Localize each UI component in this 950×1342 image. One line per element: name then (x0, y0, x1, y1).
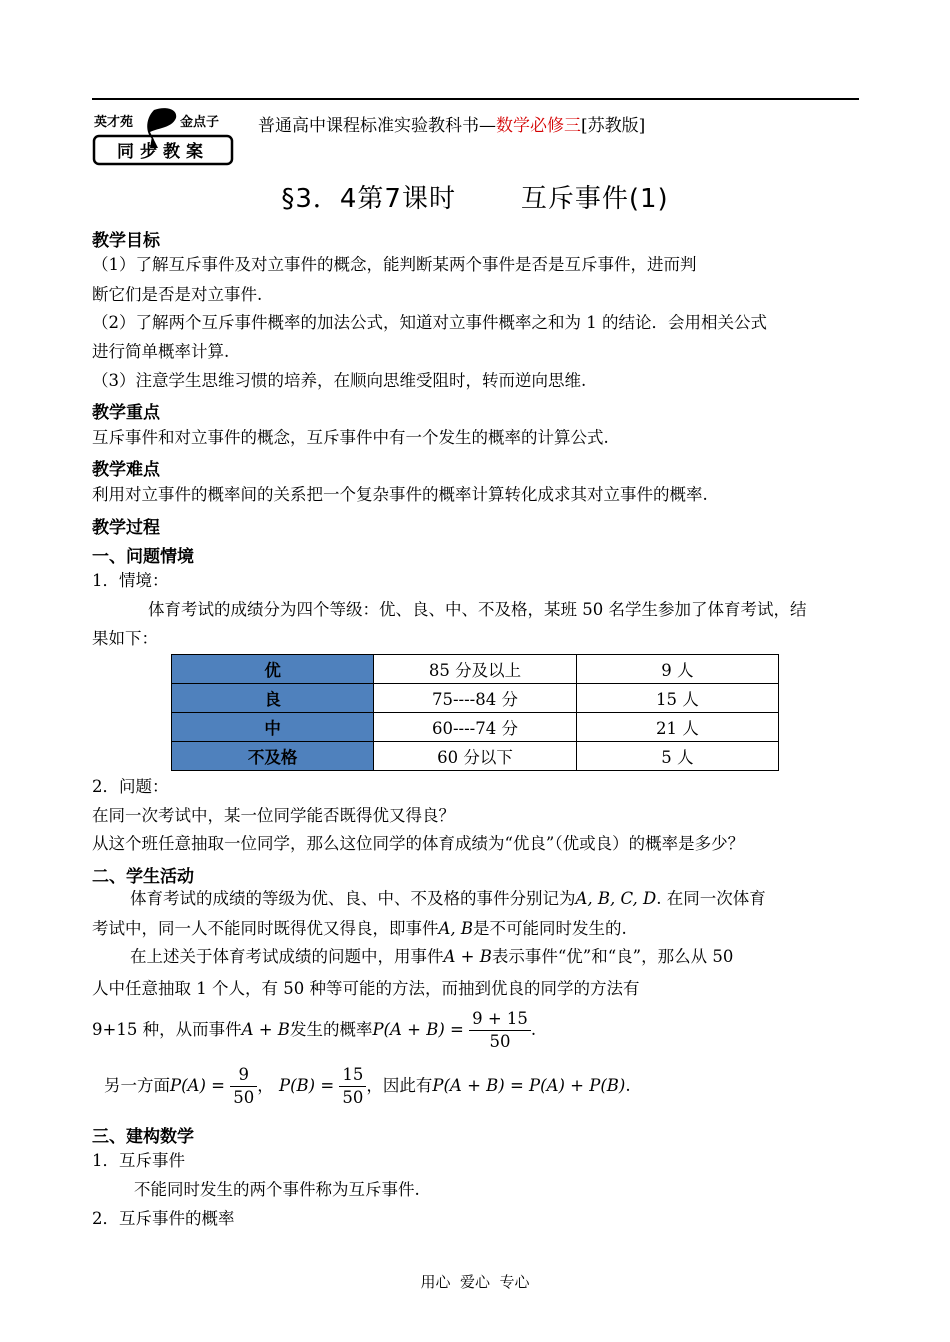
logo-text-right: 金点子 (180, 115, 220, 130)
def1-label: 1．互斥事件 (92, 1151, 185, 1170)
range-cell: 60 分以下 (374, 742, 576, 771)
page-title: §3．4第7课时 互斥事件(1) (281, 184, 669, 214)
goal3: （3）注意学生思维习惯的培养，在顺向思维受阻时，转而逆向思维. (92, 371, 587, 390)
count-cell: 21 人 (576, 713, 778, 742)
count-cell: 9 人 (576, 655, 778, 684)
logo-text-bottom: 同步教案 (117, 142, 209, 162)
goal1-line2: 断它们是否是对立事件. (92, 285, 263, 304)
footer: 用心 爱心 专心 (420, 1273, 530, 1291)
logo (92, 106, 236, 168)
grade-cell: 中 (172, 713, 374, 742)
logo-text-left: 英才苑 (94, 115, 134, 130)
key-text: 互斥事件和对立事件的概念，互斥事件中有一个发生的概率的计算公式. (92, 428, 609, 447)
table-row (172, 684, 779, 713)
range-cell: 75----84 分 (374, 684, 576, 713)
count-cell: 15 人 (576, 684, 778, 713)
range-cell: 60----74 分 (374, 713, 576, 742)
fraction: $\frac{9}{50}$ (230, 1064, 257, 1109)
part1-heading: 一、问题情境 (92, 547, 194, 567)
activity-line6: 另一方面P(A) = $\frac{9}{50}$ ， P(B) = $\frac{15}{50}$ ，因此有P(A + B) = P(A) + P(B). (104, 1065, 631, 1107)
grade-cell: 良 (172, 684, 374, 713)
activity-line1: 体育考试的成绩的等级为优、良、中、不及格的事件分别记为A, B, C, D. 在同一次体育 (130, 889, 766, 908)
part3-heading: 三、建构数学 (92, 1127, 194, 1147)
process-heading: 教学过程 (92, 518, 160, 538)
difficulty-text: 利用对立事件的概率间的关系把一个复杂事件的概率计算转化成求其对立事件的概率. (92, 485, 708, 504)
situation-label: 1．情境： (92, 571, 169, 590)
difficulty-heading: 教学难点 (92, 460, 160, 480)
goals-heading: 教学目标 (92, 231, 160, 251)
math-events: A, B, C, D (575, 889, 657, 908)
table-row (172, 742, 779, 771)
fraction: $\frac{9 + 15}{50}$ (469, 1008, 531, 1053)
header-rule (92, 98, 859, 100)
activity-line4: 人中任意抽取 1 个人，有 50 种等可能的方法，而抽到优良的同学的方法有 (92, 979, 640, 998)
question2: 从这个班任意抽取一位同学，那么这位同学的体育成绩为“优良”（优或良）的概率是多少？ (92, 834, 745, 853)
grades-table (171, 654, 779, 771)
question1: 在同一次考试中，某一位同学能否既得优又得良？ (92, 806, 455, 825)
activity-line3: 在上述关于体育考试成绩的问题中，用事件A + B表示事件“优”和“良”，那么从 50 (130, 947, 734, 966)
grade-cell: 不及格 (172, 742, 374, 771)
situation-line2: 果如下： (92, 629, 158, 648)
def2-label: 2．互斥事件的概率 (92, 1209, 235, 1228)
question-label: 2．问题： (92, 777, 169, 796)
table-row (172, 713, 779, 742)
part2-heading: 二、学生活动 (92, 867, 194, 887)
def1-text: 不能同时发生的两个事件称为互斥事件. (134, 1180, 420, 1199)
fraction: $\frac{15}{50}$ (339, 1064, 366, 1109)
goal2-line1: （2）了解两个互斥事件概率的加法公式，知道对立事件概率之和为 1 的结论．会用相关公式 (92, 313, 767, 332)
range-cell: 85 分及以上 (374, 655, 576, 684)
count-cell: 5 人 (576, 742, 778, 771)
table-row (172, 655, 779, 684)
goal1-line1: （1）了解互斥事件及对立事件的概念，能判断某两个事件是否是互斥事件，进而判 (92, 255, 697, 274)
goal2-line2: 进行简单概率计算. (92, 342, 230, 361)
activity-line2: 考试中，同一人不能同时既得优又得良，即事件A, B是不可能同时发生的. (92, 919, 627, 938)
key-heading: 教学重点 (92, 403, 160, 423)
activity-line5: 9+15 种，从而事件A + B发生的概率P(A + B) = $\frac{9 + 15}{50}$ . (92, 1009, 537, 1051)
grade-cell: 优 (172, 655, 374, 684)
book-title: 普通高中课程标准实验教科书—数学必修三[苏教版] (258, 116, 646, 136)
situation-line1: 体育考试的成绩分为四个等级：优、良、中、不及格，某班 50 名学生参加了体育考试，结 (148, 600, 807, 619)
